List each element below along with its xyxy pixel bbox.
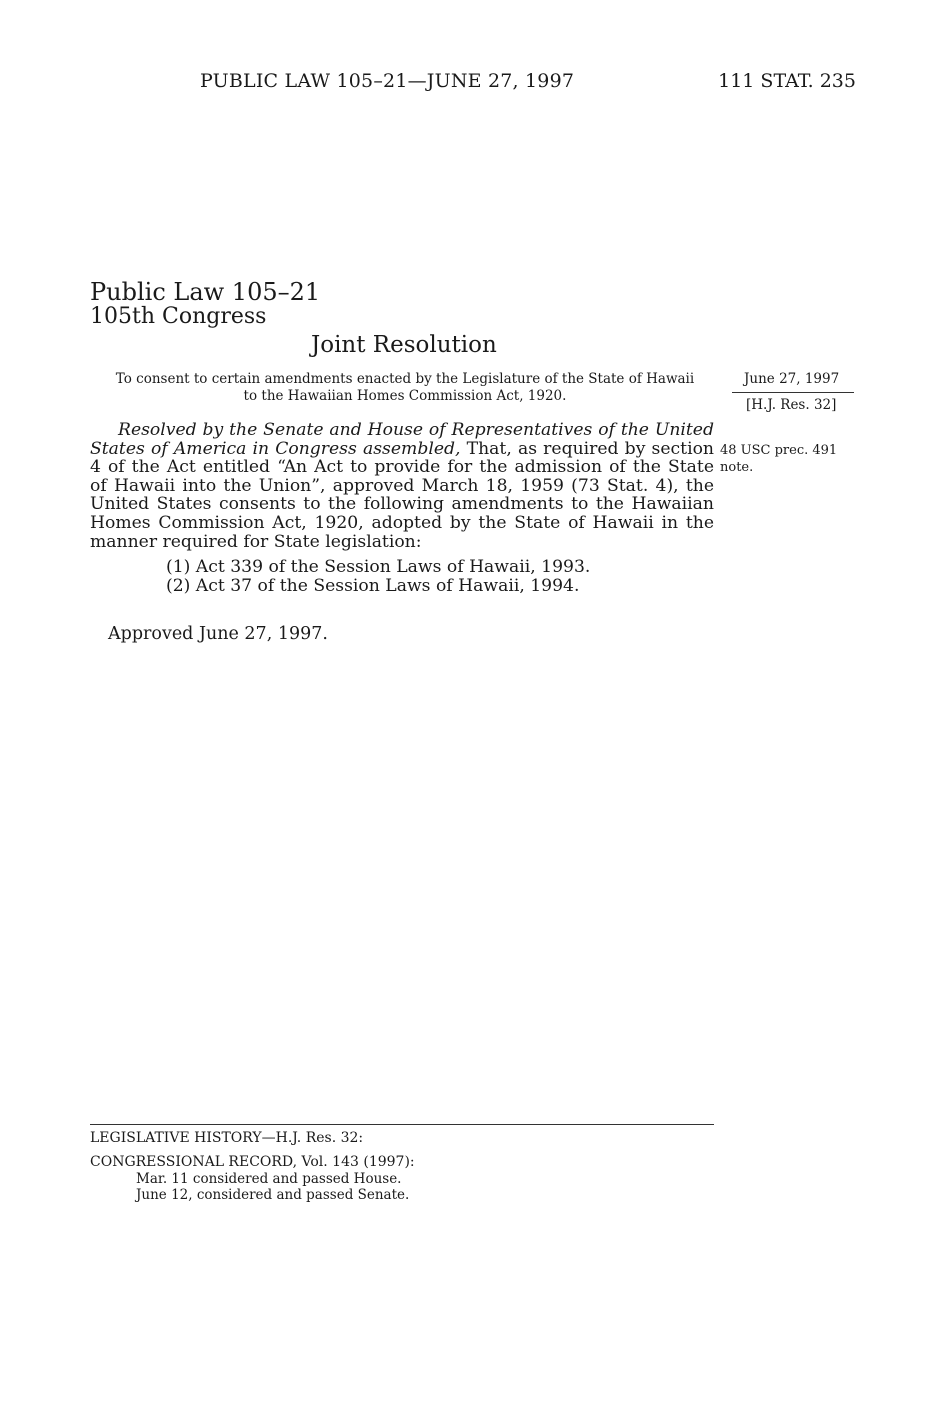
congressional-record-citation: CONGRESSIONAL RECORD, Vol. 143 (1997):	[90, 1154, 415, 1170]
amendment-item: (2) Act 37 of the Session Laws of Hawaii, 1994.	[166, 575, 580, 596]
amendment-list	[166, 558, 590, 595]
legislative-history-heading: LEGISLATIVE HISTORY—H.J. Res. 32:	[90, 1130, 364, 1146]
congress-number: 105th Congress	[90, 304, 267, 329]
purpose-statement: To consent to certain amendments enacted by the Legislature of the State of Hawaii to the Hawaiian Homes Commission Act, 1920.	[115, 371, 695, 404]
legislative-actions	[136, 1171, 409, 1203]
footnote-divider	[90, 1124, 714, 1125]
running-head-title: PUBLIC LAW 105–21—JUNE 27, 1997	[200, 70, 575, 92]
law-number: Public Law 105–21	[90, 278, 321, 306]
amendment-item: (1) Act 339 of the Session Laws of Hawaii, 1993.	[166, 557, 591, 577]
document-type-title: Joint Resolution	[311, 332, 497, 358]
legislative-action: June 12, considered and passed Senate.	[136, 1187, 410, 1203]
resolution-text: That, as required by section 4 of the Act entitled “An Act to provide for the admission of the State of Hawaii into the Union”, approved March 18, 1959 (73 Stat. 4), the United States consents to the following amendments to the Hawaiian Homes Commission Act, 1920, adopted by the State of Hawaii in the manner required for State legislation:	[90, 438, 714, 552]
margin-date: June 27, 1997	[744, 371, 840, 387]
margin-divider	[732, 392, 854, 393]
enacting-clause: Resolved by the Senate and House of Representatives of the United States of America in Congress assembled,	[90, 420, 714, 459]
resolution-body	[90, 421, 714, 551]
margin-code-note: 48 USC prec. 491 note.	[720, 443, 838, 475]
legislative-action: Mar. 11 considered and passed House.	[136, 1171, 402, 1187]
margin-bill-number: [H.J. Res. 32]	[746, 397, 837, 413]
approval-date: Approved June 27, 1997.	[108, 624, 328, 644]
running-head-page-citation: 111 STAT. 235	[718, 70, 856, 92]
